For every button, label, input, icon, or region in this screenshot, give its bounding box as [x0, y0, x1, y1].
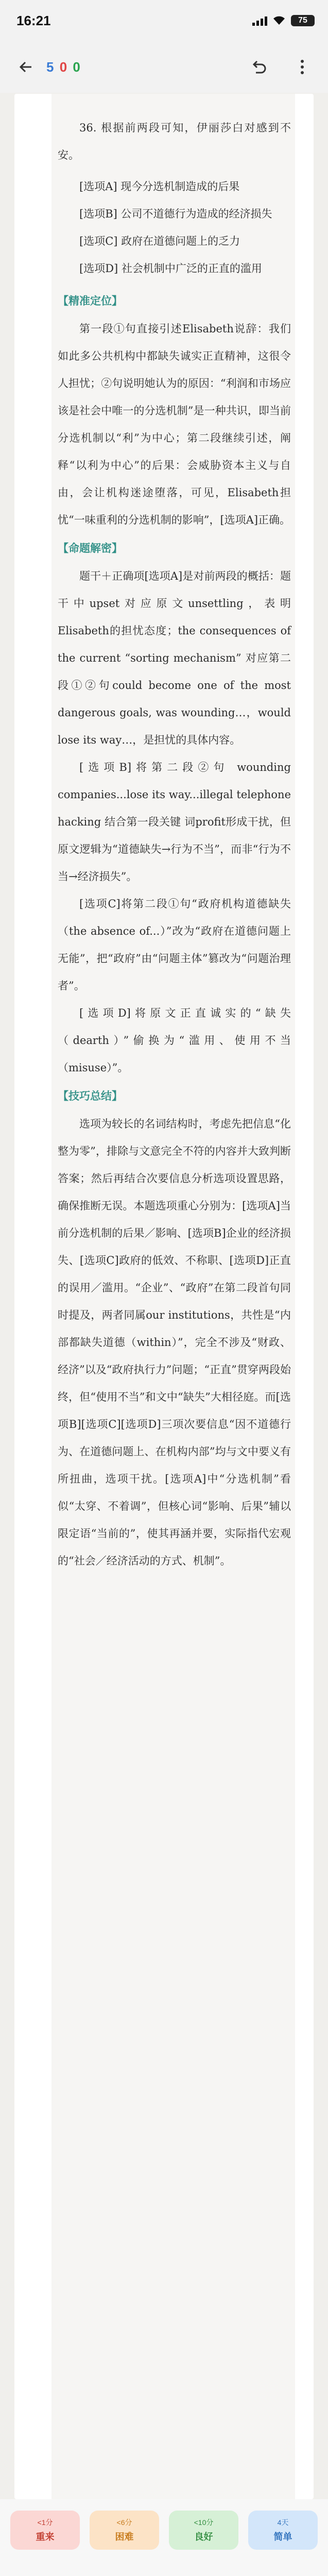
card-counter [46, 59, 81, 75]
rating-bar [0, 2499, 328, 2576]
option-d: [选项D] 社会机制中广泛的正直的滥用 [79, 262, 262, 275]
good-interval: <10分 [194, 2518, 214, 2527]
status-icons [252, 15, 315, 26]
easy-button[interactable] [248, 2511, 318, 2550]
analysis-heading: 【命题解密】 [58, 542, 123, 554]
counter-new: 5 [46, 59, 55, 75]
status-bar [0, 0, 328, 41]
nav-bar [0, 41, 328, 93]
hard-label: 困难 [115, 2532, 134, 2542]
battery-icon: 75 [291, 15, 315, 26]
tips-heading: 【技巧总结】 [58, 1089, 123, 1102]
status-time: 16:21 [16, 12, 51, 28]
option-b: [选项B] 公司不道德行为造成的经济损失 [79, 208, 272, 220]
card-content [14, 94, 314, 2499]
option-c: [选项C] 政府在道德问题上的乏力 [79, 235, 240, 247]
answer-page [51, 94, 295, 2499]
analysis-paragraph: [选项D]将原文正直诚实的“缺失（dearth）”偷换为“滥用、使用不当（misuse）”。 [58, 1007, 291, 1074]
again-label: 重来 [36, 2532, 55, 2542]
counter-review: 0 [73, 59, 81, 75]
locate-heading: 【精准定位】 [58, 294, 123, 307]
easy-label: 简单 [273, 2532, 292, 2542]
signal-icon [252, 15, 267, 26]
analysis-paragraph: 题干＋正确项[选项A]是对前两段的概括：题干中upset对应原文unsettling，表明Elisabeth的担忧态度；the consequences of the current “sorting mechanism” 对应第二段①②句could become one of the most dangerous goals, was wounding…，would lose its way…，是担忧的具体内容。 [58, 570, 291, 746]
hard-interval: <6分 [116, 2518, 132, 2527]
undo-icon[interactable] [248, 56, 270, 78]
more-options-icon[interactable] [291, 56, 314, 78]
again-interval: <1分 [37, 2518, 53, 2527]
tips-text: 选项为较长的名词结构时，考虑先把信息“化整为零”，排除与文意完全不符的内容并大致判断答案；然后再结合次要信息分析选项设置思路，确保推断无误。本题选项重心分别为：[选项A]当前分选机制的后果／影响、[选项B]企业的经济损失、[选项C]政府的低效、不称职、[选项D]正直的误用／滥用。“企业”、“政府”在第二段首句同时提及，两者同属our institutions，共性是“内部都缺失道德（within）”，完全不涉及“财政、经济”以及“政府执行力”问题；“正直”贯穿两段始终，但“使用不当”和文中“缺失”大相径庭。而[选项B][选项C][选项D]三项次要信息“因不道德行为、在道德问题上、在机构内部”均与文中要义有所扭曲，选项干扰。[选项A]中“分选机制”看似“太穿、不着调”，但核心词“影响、后果”辅以限定语“当前的”，使其再涵并要，实际指代宏观的“社会／经济活动的方式、机制”。 [58, 1118, 291, 1567]
option-a: [选项A] 现今分选机制造成的后果 [79, 180, 240, 193]
again-button[interactable] [10, 2511, 80, 2550]
analysis-paragraph: [选项B]将第二段②句 wounding companies...lose its way...illegal telephone hacking 结合第一段关键 词profit形成干扰，但原文逻辑为“道德缺失→行为不当”，而非“行为不当→经济损失”。 [58, 761, 291, 883]
analysis-paragraph: [选项C]将第二段①句“政府机构道德缺失（the absence of...）”改为“政府在道德问题上无能”，把“政府”由“问题主体”篡改为“问题治理者”。 [58, 898, 291, 992]
back-arrow-icon[interactable] [14, 56, 37, 78]
wifi-icon [272, 15, 286, 26]
easy-interval: 4天 [277, 2518, 289, 2527]
hard-button[interactable] [90, 2511, 159, 2550]
options-list [58, 173, 291, 282]
good-button[interactable] [169, 2511, 238, 2550]
locate-text: 第一段①句直接引述Elisabeth说辞：我们如此多公共机构中都缺失诚实正直精神，这很令人担忧；②句说明她认为的原因：“利润和市场应该是社会中唯一的分选机制”是一种共识，即当前分选机制以“利”为中心；第二段继续引述，阐释“以利为中心”的后果：会威胁资本主义与自由，会让机构迷途堕落，可见，Elisabeth担忧“一味重利的分选机制的影响”，[选项A]正确。 [58, 323, 291, 526]
question-stem: 36. 根据前两段可知，伊丽莎白对感到不安。 [58, 122, 291, 161]
counter-learning: 0 [59, 59, 68, 75]
good-label: 良好 [194, 2532, 213, 2542]
